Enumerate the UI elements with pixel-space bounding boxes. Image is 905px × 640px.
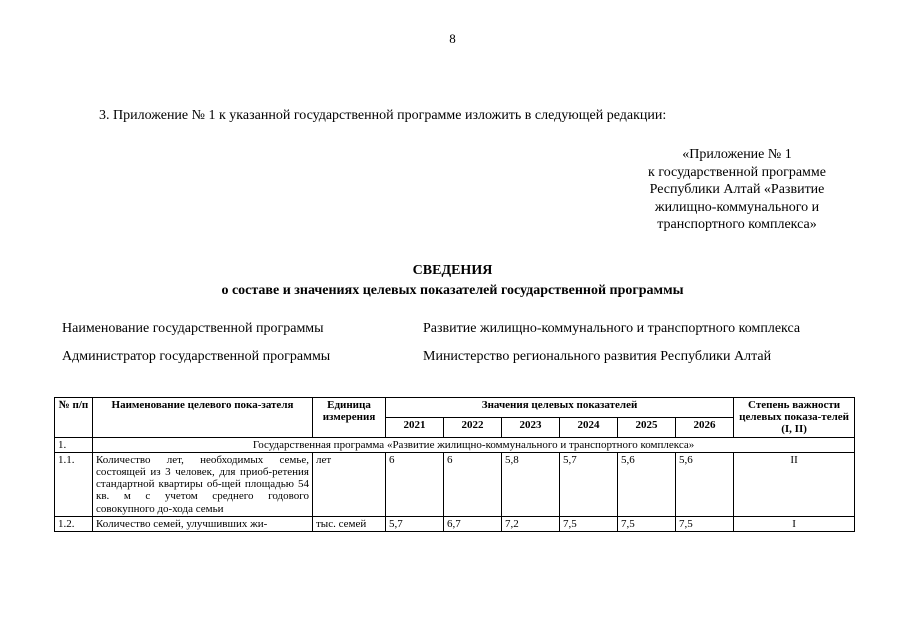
annex-line: Республики Алтай «Развитие — [649, 182, 825, 197]
header-unit: Единица измерения — [313, 398, 386, 438]
row-value: 6,7 — [444, 516, 502, 531]
header-year: 2024 — [560, 417, 618, 437]
annex-line: к государственной программе — [648, 164, 826, 180]
table-row — [55, 516, 855, 531]
header-year: 2022 — [444, 417, 502, 437]
header-year: 2023 — [502, 417, 560, 437]
row-name: Количество семей, улучшивших жи- — [93, 516, 313, 531]
header-importance: Степень важности целевых показа-телей (I, II) — [734, 398, 855, 438]
amendment-paragraph: 3. Приложение № 1 к указанной государственной программе изложить в следующей редакции: — [99, 108, 667, 123]
row-importance: II — [734, 452, 855, 516]
annex-line: жилищно-коммунального и — [654, 199, 820, 215]
row-value: 7,2 — [502, 516, 560, 531]
row-value: 7,5 — [560, 516, 618, 531]
annex-line: «Приложение № 1 — [682, 147, 792, 162]
row-value: 5,6 — [618, 452, 676, 516]
header-name: Наименование целевого пока-зателя — [93, 398, 313, 438]
row-value: 7,5 — [618, 516, 676, 531]
row-value: 5,6 — [676, 452, 734, 516]
row-value: 7,5 — [676, 516, 734, 531]
section-title: Государственная программа «Развитие жилищно-коммунального и транспортного комплекса» — [93, 437, 855, 452]
header-row — [55, 398, 855, 418]
row-value: 5,7 — [560, 452, 618, 516]
header-year: 2021 — [386, 417, 444, 437]
document-title: СВЕДЕНИЯ — [412, 263, 493, 278]
section-num: 1. — [55, 437, 93, 452]
header-year: 2025 — [618, 417, 676, 437]
annex-header — [626, 146, 848, 234]
row-unit: тыс. семей — [313, 516, 386, 531]
row-importance: I — [734, 516, 855, 531]
row-value: 6 — [386, 452, 444, 516]
section-row — [55, 437, 855, 452]
row-unit: лет — [313, 452, 386, 516]
annex-line: транспортного комплекса» — [657, 217, 817, 232]
page-number: 8 — [449, 31, 456, 46]
row-num: 1.1. — [55, 452, 93, 516]
row-num: 1.2. — [55, 516, 93, 531]
table-row — [55, 452, 855, 516]
document-subtitle: о составе и значениях целевых показателей государственной программы — [221, 283, 684, 298]
administrator-value: Министерство регионального развития Республики Алтай — [423, 349, 772, 364]
program-name-value: Развитие жилищно-коммунального и транспортного комплекса — [423, 321, 801, 336]
program-name-label: Наименование государственной программы — [62, 321, 324, 336]
row-value: 5,8 — [502, 452, 560, 516]
indicators-table — [54, 397, 855, 532]
header-year: 2026 — [676, 417, 734, 437]
administrator-label: Администратор государственной программы — [62, 349, 331, 364]
header-num: № п/п — [55, 398, 93, 438]
header-values-group: Значения целевых показателей — [386, 398, 734, 418]
row-value: 6 — [444, 452, 502, 516]
row-name: Количество лет, необходимых семье, состоящей из 3 человек, для приоб-ретения стандартной квартиры об-щей площадью 54 кв. м с учетом среднего годового совокупного до-хода семьи — [93, 452, 313, 516]
row-value: 5,7 — [386, 516, 444, 531]
